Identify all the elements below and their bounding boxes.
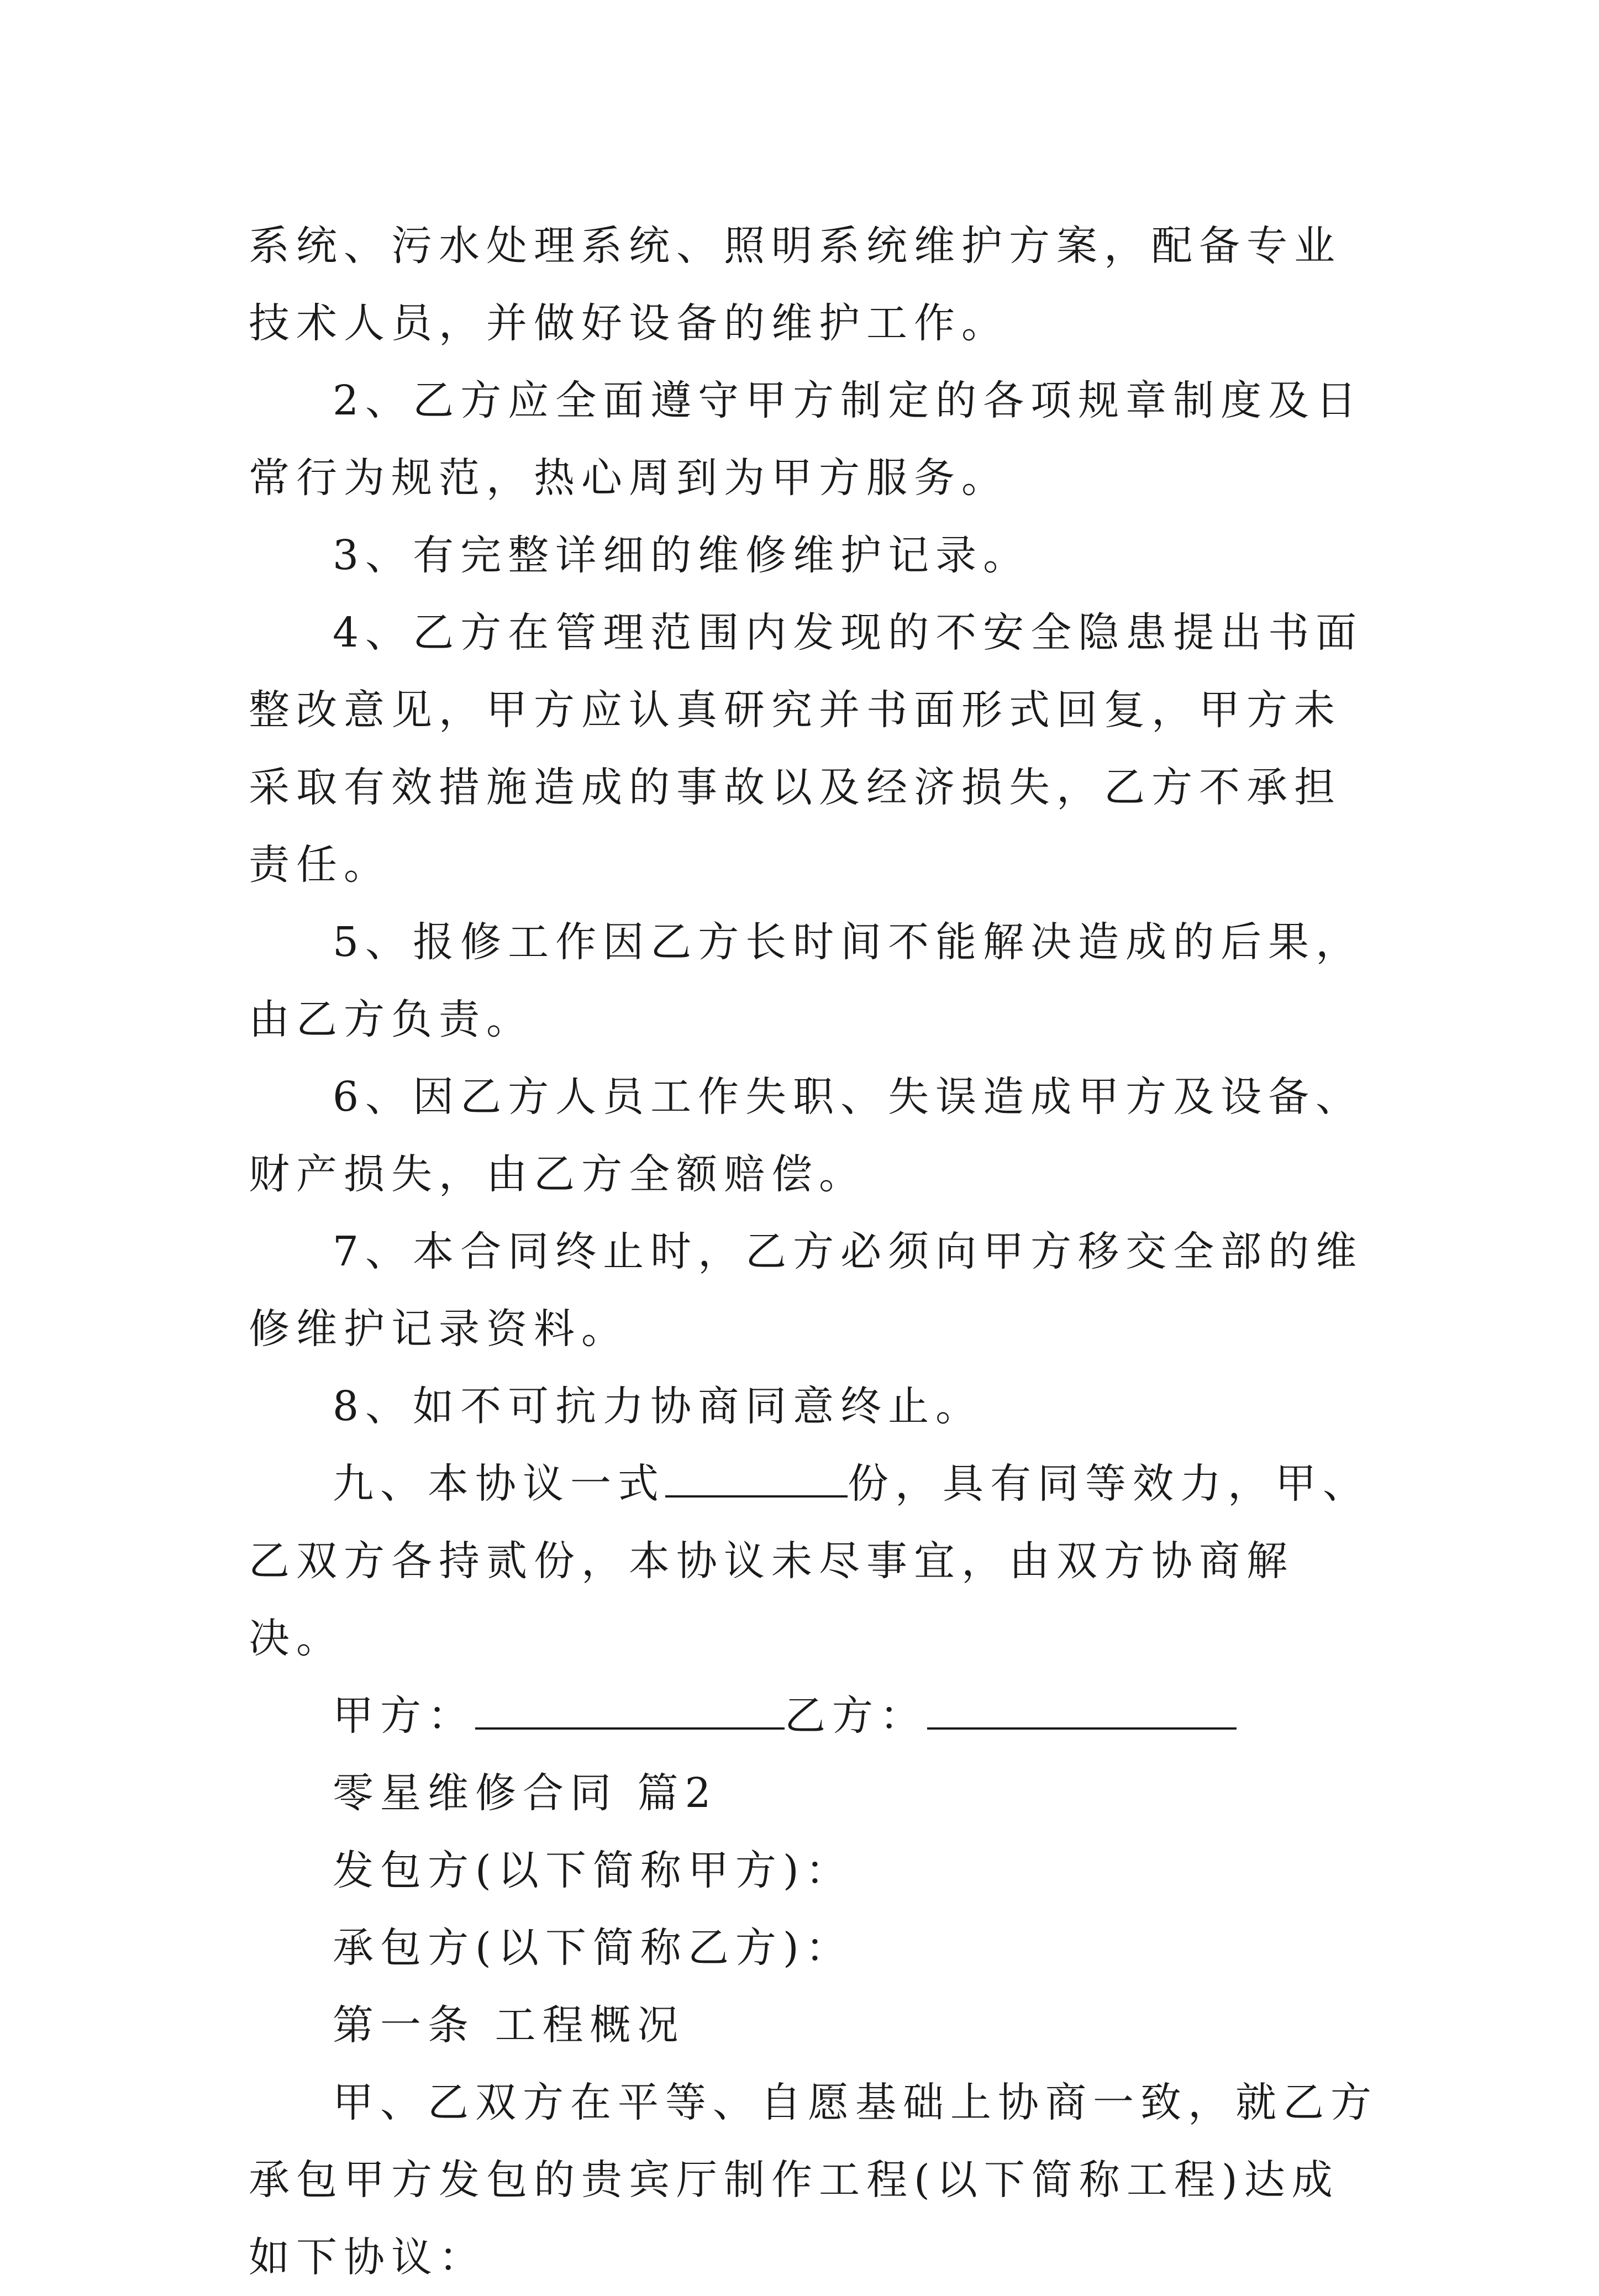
party-b-blank xyxy=(927,1689,1237,1730)
document-body xyxy=(249,207,1381,2296)
article-1-text: 甲、乙双方在平等、自愿基础上协商一致，就乙方承包甲方发包的贵宾厅制作工程(以下简称工程)达成如下协议： xyxy=(249,2079,1378,2281)
copies-clause-after: 份，具有同等效力，甲、乙双方各持贰份，本协议未尽事宜，由双方协商解决。 xyxy=(249,1460,1370,1662)
party-b-label: 乙方： xyxy=(785,1692,927,1740)
party-a-label: 甲方： xyxy=(333,1692,475,1740)
copies-count-blank xyxy=(665,1457,848,1498)
paragraph-continuation: 系统、污水处理系统、照明系统维护方案，配备专业技术人员，并做好设备的维护工作。 xyxy=(249,222,1342,347)
copies-clause xyxy=(249,1445,1381,1677)
party-a-blank xyxy=(475,1689,785,1730)
clause-2: 2、乙方应全面遵守甲方制定的各项规章制度及日常行为规范，热心周到为甲方服务。 xyxy=(249,377,1364,502)
clause-4: 4、乙方在管理范围内发现的不安全隐患提出书面整改意见，甲方应认真研究并书面形式回复，甲方未采取有效措施造成的事故以及经济损失，乙方不承担责任。 xyxy=(249,609,1364,889)
section-title: 零星维修合同 篇2 xyxy=(333,1769,718,1817)
clause-6: 6、因乙方人员工作失职、失误造成甲方及设备、财产损失，由乙方全额赔偿。 xyxy=(249,1073,1364,1198)
article-1-title: 第一条 工程概况 xyxy=(333,2001,685,2049)
clause-8: 8、如不可抗力协商同意终止。 xyxy=(333,1383,983,1430)
copies-clause-before: 九、本协议一式 xyxy=(333,1460,665,1507)
clause-5: 5、报修工作因乙方长时间不能解决造成的后果，由乙方负责。 xyxy=(249,918,1364,1043)
contractor-line: 承包方(以下简称乙方)： xyxy=(333,1924,853,1972)
clause-3: 3、有完整详细的维修维护记录。 xyxy=(333,532,1031,579)
signature-line xyxy=(249,1677,1381,1754)
clause-7: 7、本合同终止时，乙方必须向甲方移交全部的维修维护记录资料。 xyxy=(249,1228,1364,1353)
employer-line: 发包方(以下简称甲方)： xyxy=(333,1847,853,1894)
